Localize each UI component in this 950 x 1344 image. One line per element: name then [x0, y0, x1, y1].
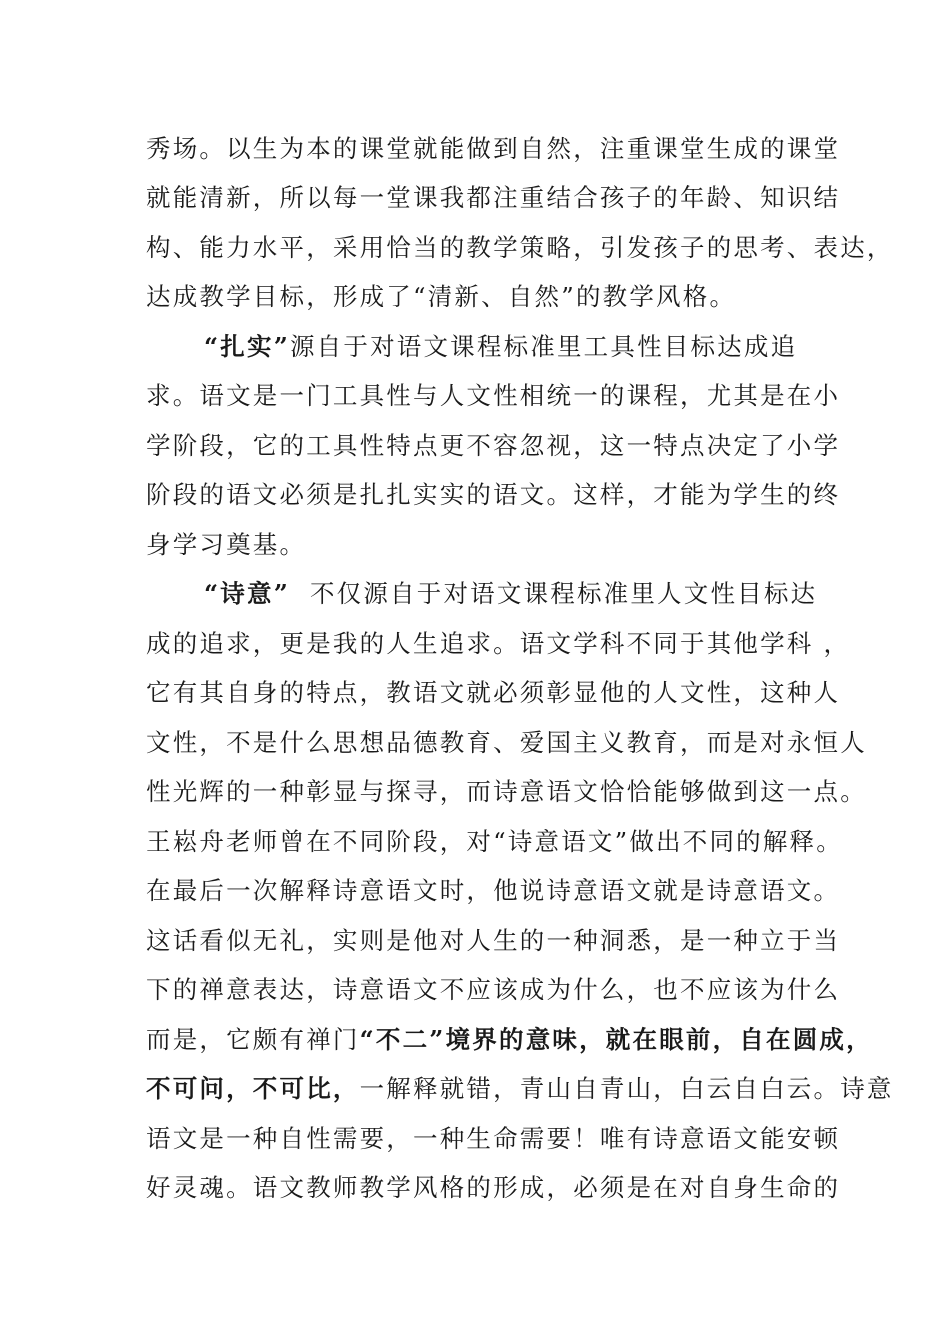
- text-segment: 下的禅意表达，诗意语文不应该成为什么，也不应该为什么: [146, 975, 841, 1004]
- text-segment: 成的追求，更是我的人生追求。语文学科不同于其他学科 ，: [146, 629, 851, 658]
- bold-text-segment: 不可问，不可比，: [146, 1074, 360, 1103]
- text-line: [146, 628, 850, 660]
- text-segment: 身学习奠基。: [146, 530, 307, 559]
- text-line: [204, 331, 797, 363]
- text-segment: 阶段的语文必须是扎扎实实的语文。这样，才能为学生的终: [146, 480, 841, 509]
- text-segment: 学阶段，它的工具性特点更不容忽视，这一特点决定了小学: [146, 431, 841, 460]
- text-segment: 性光辉的一种彰显与探寻，而诗意语文恰恰能够做到这一点。: [146, 777, 867, 806]
- text-segment: 构、能力水平，采用恰当的教学策略，引发孩子的思考、表达，: [146, 233, 894, 262]
- text-line: [146, 281, 736, 313]
- text-segment: 源自于对语文课程标准里工具性目标达成追: [289, 332, 798, 361]
- bold-text-segment: “扎实”: [204, 332, 290, 361]
- text-line: [146, 875, 840, 907]
- text-segment: 这话看似无礼，实则是他对人生的一种洞悉，是一种立于当: [146, 926, 841, 955]
- text-segment: 而是，它颇有禅门: [146, 1025, 360, 1054]
- text-line: [146, 776, 867, 808]
- text-segment: 不仅源自于对语文课程标准里人文性目标达: [289, 579, 818, 608]
- text-segment: 在最后一次解释诗意语文时，他说诗意语文就是诗意语文。: [146, 876, 841, 905]
- text-line: [204, 578, 817, 610]
- text-line: [146, 1172, 840, 1204]
- text-line: [146, 479, 840, 511]
- text-line: [146, 974, 840, 1006]
- bold-text-segment: “不二”境界的意味，就在眼前，自在圆成，: [359, 1025, 873, 1054]
- text-segment: 好灵魂。语文教师教学风格的形成，必须是在对自身生命的: [146, 1173, 841, 1202]
- text-line: [146, 1024, 873, 1056]
- text-segment: 达成教学目标，形成了“清新、自然”的教学风格。: [146, 282, 737, 311]
- text-line: [146, 677, 840, 709]
- text-line: [146, 380, 840, 412]
- text-segment: 语文是一种自性需要，一种生命需要！唯有诗意语文能安顿: [146, 1124, 841, 1153]
- text-line: [146, 529, 306, 561]
- text-line: [146, 826, 843, 858]
- text-line: [146, 925, 840, 957]
- text-segment: 它有其自身的特点，教语文就必须彰显他的人文性，这种人: [146, 678, 841, 707]
- text-line: [146, 430, 840, 462]
- text-segment: 秀场。以生为本的课堂就能做到自然，注重课堂生成的课堂: [146, 134, 841, 163]
- text-line: [146, 1073, 894, 1105]
- text-segment: 求。语文是一门工具性与人文性相统一的课程，尤其是在小: [146, 381, 841, 410]
- text-line: [146, 182, 840, 214]
- text-line: [146, 133, 840, 165]
- text-segment: 就能清新，所以每一堂课我都注重结合孩子的年龄、知识结: [146, 183, 841, 212]
- text-line: [146, 232, 894, 264]
- text-line: [146, 727, 867, 759]
- text-line: [146, 1123, 840, 1155]
- bold-text-segment: “诗意”: [204, 579, 290, 608]
- text-segment: 王崧舟老师曾在不同阶段，对“诗意语文”做出不同的解释。: [146, 827, 843, 856]
- text-segment: 文性，不是什么思想品德教育、爱国主义教育，而是对永恒人: [146, 728, 867, 757]
- text-segment: 一解释就错，青山自青山，白云自白云。诗意: [359, 1074, 894, 1103]
